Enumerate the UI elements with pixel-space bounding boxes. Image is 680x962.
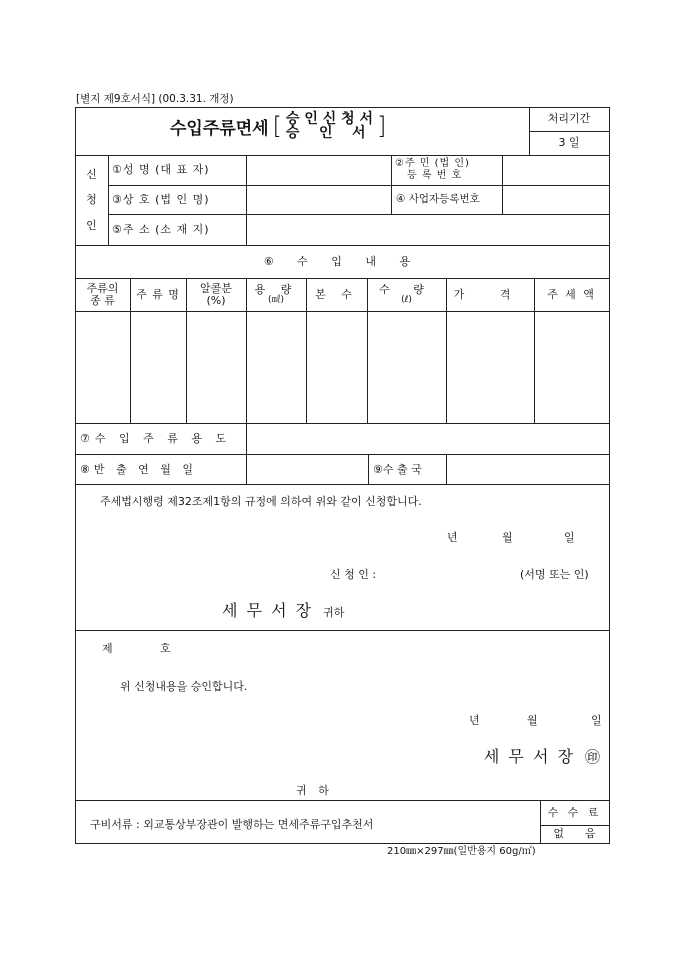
- approval-day: 일: [591, 714, 602, 727]
- export-date-label: ⑧반 출 연 월 일: [80, 463, 197, 476]
- business-number-label: ④ 사업자등록번호: [396, 193, 480, 205]
- bracket-left: [: [272, 112, 282, 140]
- approval-month: 월: [527, 714, 538, 727]
- fee-value: 없 음: [553, 827, 596, 841]
- col-price: 가 격: [453, 287, 527, 301]
- col-quantity: 수 량 (ℓ): [379, 283, 434, 305]
- sign-or-seal: (서명 또는 인): [520, 568, 589, 581]
- approving-tax-office: 세 무 서 장: [483, 747, 575, 766]
- approval-honorific: 귀 하: [296, 784, 333, 797]
- approval-number-suffix: 호: [160, 642, 171, 655]
- form-reference: [별지 제9호서식] (00.3.31. 개정): [76, 93, 234, 105]
- origin-country-field[interactable]: [447, 455, 609, 484]
- applicant-signature-label: 신 청 인 :: [330, 568, 377, 581]
- fee-label: 수 수 료: [547, 806, 602, 820]
- tax-office-addressee-group: [222, 603, 344, 619]
- title-main: 수입주류면세: [170, 118, 269, 139]
- usage-field[interactable]: [247, 424, 609, 454]
- honorific: 귀하: [323, 606, 345, 619]
- seal-icon: ㊞: [584, 748, 600, 766]
- applicant-section-label: 신 청 인: [86, 167, 97, 232]
- application-year: 년: [447, 531, 458, 544]
- address-field[interactable]: [247, 215, 609, 245]
- bracket-right: ]: [377, 112, 387, 140]
- approval-statement: 위 신청내용을 승인합니다.: [120, 680, 248, 693]
- name-label: ①성 명 (대 표 자): [112, 163, 210, 176]
- col-alcohol: 알콜분 (%): [200, 281, 232, 307]
- usage-label: ⑦수 입 주 류 용 도: [80, 432, 232, 445]
- resident-id-label: ②주 민 (법 인) 등 록 번 호: [395, 158, 470, 181]
- approving-office-group: [484, 749, 600, 765]
- col-volume: 용 량 (㎖): [254, 283, 298, 305]
- processing-period-label: 처리기간: [547, 112, 591, 126]
- origin-country-label: ⑨수 출 국: [373, 463, 422, 476]
- address-label: ⑤주 소 (소 재 지): [112, 223, 210, 236]
- application-day: 일: [564, 531, 575, 544]
- processing-period-value: 3 일: [558, 136, 580, 150]
- name-field[interactable]: [247, 156, 391, 185]
- title-option-application: 승 인 신 청 서: [285, 111, 374, 127]
- col-liquor-type: 주류의 종 류: [86, 281, 119, 307]
- resident-id-field[interactable]: [503, 156, 609, 185]
- application-month: 월: [502, 531, 513, 544]
- title-option-approval: 승 인 서: [285, 125, 366, 141]
- business-number-field[interactable]: [503, 186, 609, 214]
- company-label: ③상 호 (법 인 명): [112, 193, 210, 206]
- approval-year: 년: [469, 714, 480, 727]
- approval-number-prefix: 제: [102, 642, 113, 655]
- col-bottles: 본 수: [315, 287, 358, 301]
- col-liquor-tax: 주 세 액: [547, 287, 596, 301]
- import-section-title: ⑥ 수 입 내 용: [263, 254, 421, 268]
- required-documents: 구비서류 : 외교통상부장관이 발행하는 면세주류구입추천서: [90, 818, 374, 831]
- company-field[interactable]: [247, 186, 391, 214]
- form-title: [170, 112, 386, 140]
- col-liquor-name: 주 류 명: [136, 287, 180, 301]
- paper-spec: 210㎜×297㎜(일반용지 60g/㎡): [387, 846, 536, 857]
- tax-office-addressee: 세 무 서 장: [222, 601, 314, 620]
- import-items-area[interactable]: [76, 312, 609, 423]
- export-date-field[interactable]: [247, 455, 368, 484]
- application-statement: 주세법시행령 제32조제1항의 규정에 의하여 위와 같이 신청합니다.: [100, 495, 422, 508]
